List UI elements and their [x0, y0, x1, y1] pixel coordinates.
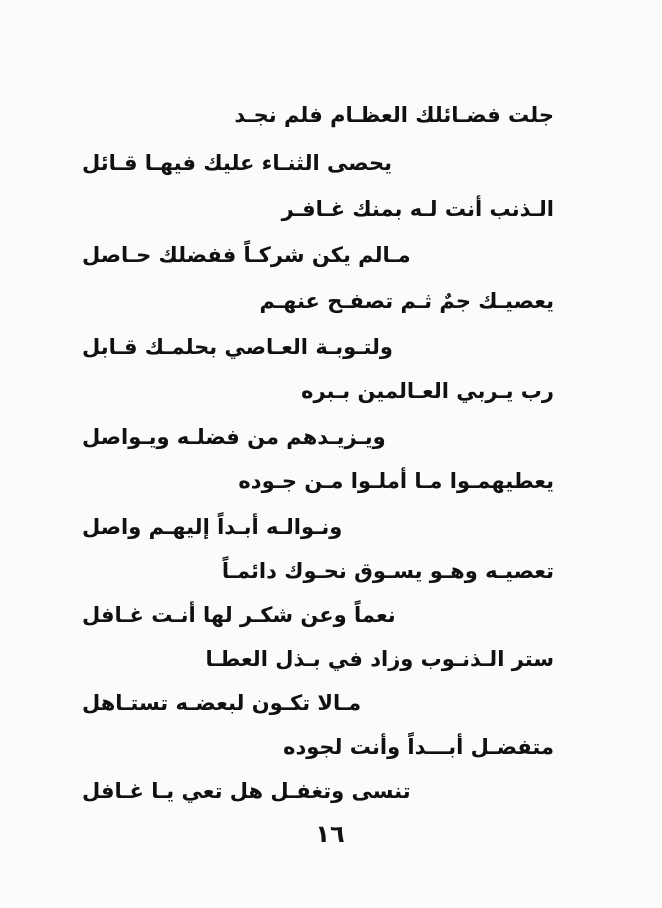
- verse-line-9: يعطيهمـوا مـا أملـوا مـن جـوده: [238, 469, 554, 493]
- verse-line-15: متفضـل أبـــداً وأنت لجوده: [283, 735, 554, 759]
- verse-line-13: ستر الـذنـوب وزاد في بـذل العطـا: [205, 647, 554, 671]
- page-number: ١٦: [315, 820, 345, 848]
- verse-line-2: يحصى الثنـاء عليك فيهـا قـائل: [82, 151, 392, 175]
- verse-line-7: رب يـربي العـالمين بـبره: [301, 379, 554, 403]
- verse-line-3: الـذنب أنت لـه بمنك غـافـر: [281, 197, 554, 221]
- verse-line-16: تنسى وتغفـل هل تعي يـا غـافل: [82, 779, 411, 803]
- verse-line-8: ويـزيـدهم من فضلـه ويـواصل: [82, 425, 386, 449]
- verse-line-6: ولتـوبـة العـاصي بحلمـك قـابل: [82, 335, 393, 359]
- verse-line-1: جلت فضـائلك العظـام فلم نجـد: [234, 103, 554, 127]
- verse-line-10: ونـوالـه أبـداً إليهـم واصل: [82, 515, 343, 539]
- verse-line-14: مـالا تكـون لبعضـه تستـاهل: [82, 691, 362, 715]
- verse-line-4: مـالم يكن شركـاً ففضلك حـاصل: [82, 243, 411, 267]
- verse-line-11: تعصيـه وهـو يسـوق نحـوك دائمـاً: [221, 559, 554, 583]
- verse-line-12: نعماً وعن شكـر لها أنـت غـافل: [82, 603, 396, 627]
- verse-line-5: يعصيـك جمٌ ثـم تصفـح عنهـم: [259, 289, 554, 313]
